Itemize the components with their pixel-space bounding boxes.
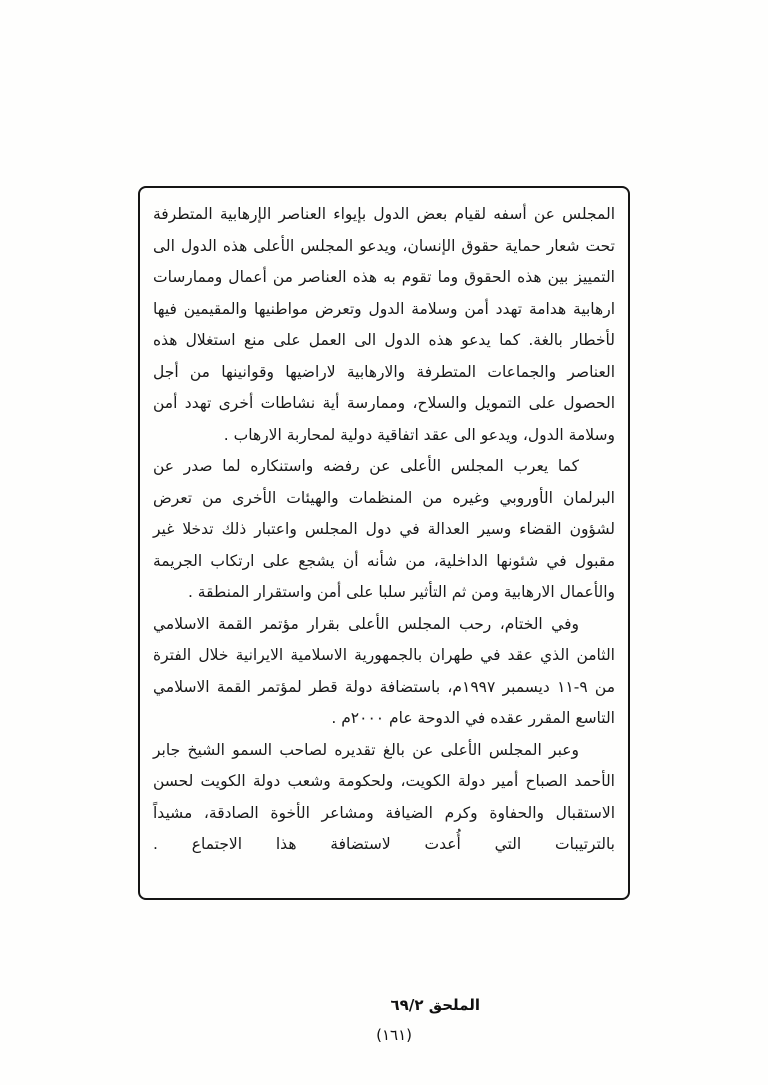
- page-number: (١٦١): [376, 1026, 412, 1044]
- paragraph-islamic-summit-welcome: وفي الختام، رحب المجلس الأعلى بقرار مؤتمر القمة الاسلامي الثامن الذي عقد في طهران بالجمهورية الاسلامية الايرانية خلال الفترة من ٩-١١ ديسمبر ١٩٩٧م، باستضافة دولة قطر لمؤتمر القمة الاسلامي التاسع المقرر عقده في الدوحة عام ٢٠٠٠م .: [153, 614, 616, 727]
- paragraph-terrorism-condemnation: المجلس عن أسفه لقيام بعض الدول بإيواء العناصر الإرهابية المتطرفة تحت شعار حماية حقوق الإنسان، ويدعو المجلس الأعلى هذه الدول الى التمييز بين هذه الحقوق وما تقوم به هذه العناصر من أعمال وممارسات ارهابية هدامة تهدد أمن وسلامة الدول وتعرض مواطنيها والمقيمين فيها لأخطار بالغة. كما يدعو هذه الدول الى العمل على منع استغلال هذه العناصر والجماعات المتطرفة والارهابية لاراضيها وقوانينها من أجل الحصول على التمويل والسلاح، وممارسة أية نشاطات أخرى تهدد أمن وسلامة الدول، ويدعو الى عقد اتفاقية دولية لمحاربة الارهاب .: [153, 205, 615, 444]
- paragraph-european-parliament-rejection: كما يعرب المجلس الأعلى عن رفضه واستنكاره لما صدر عن البرلمان الأوروبي وغيره من المنظمات والهيئات الأخرى من تعرض لشؤون القضاء وسير العدالة في دول المجلس واعتبار ذلك تدخلا غير مقبول في شئونها الداخلية، من شأنه أن يشجع على ارتكاب الجريمة والأعمال الارهابية ومن ثم التأثير سلبا على أمن واستقرار المنطقة .: [153, 457, 615, 601]
- paragraph-kuwait-gratitude: وعبر المجلس الأعلى عن بالغ تقديره لصاحب السمو الشيخ جابر الأحمد الصباح أمير دولة الكويت، ولحكومة وشعب دولة الكويت لحسن الاستقبال والحفاوة وكرم الضيافة ومشاعر الأخوة الصادقة، مشيداً بالترتيبات التي أُعدت لاستضافة هذا الاجتماع .: [153, 740, 615, 853]
- annex-label: الملحق ٦٩/٢: [390, 996, 480, 1014]
- document-text-frame: [138, 186, 630, 900]
